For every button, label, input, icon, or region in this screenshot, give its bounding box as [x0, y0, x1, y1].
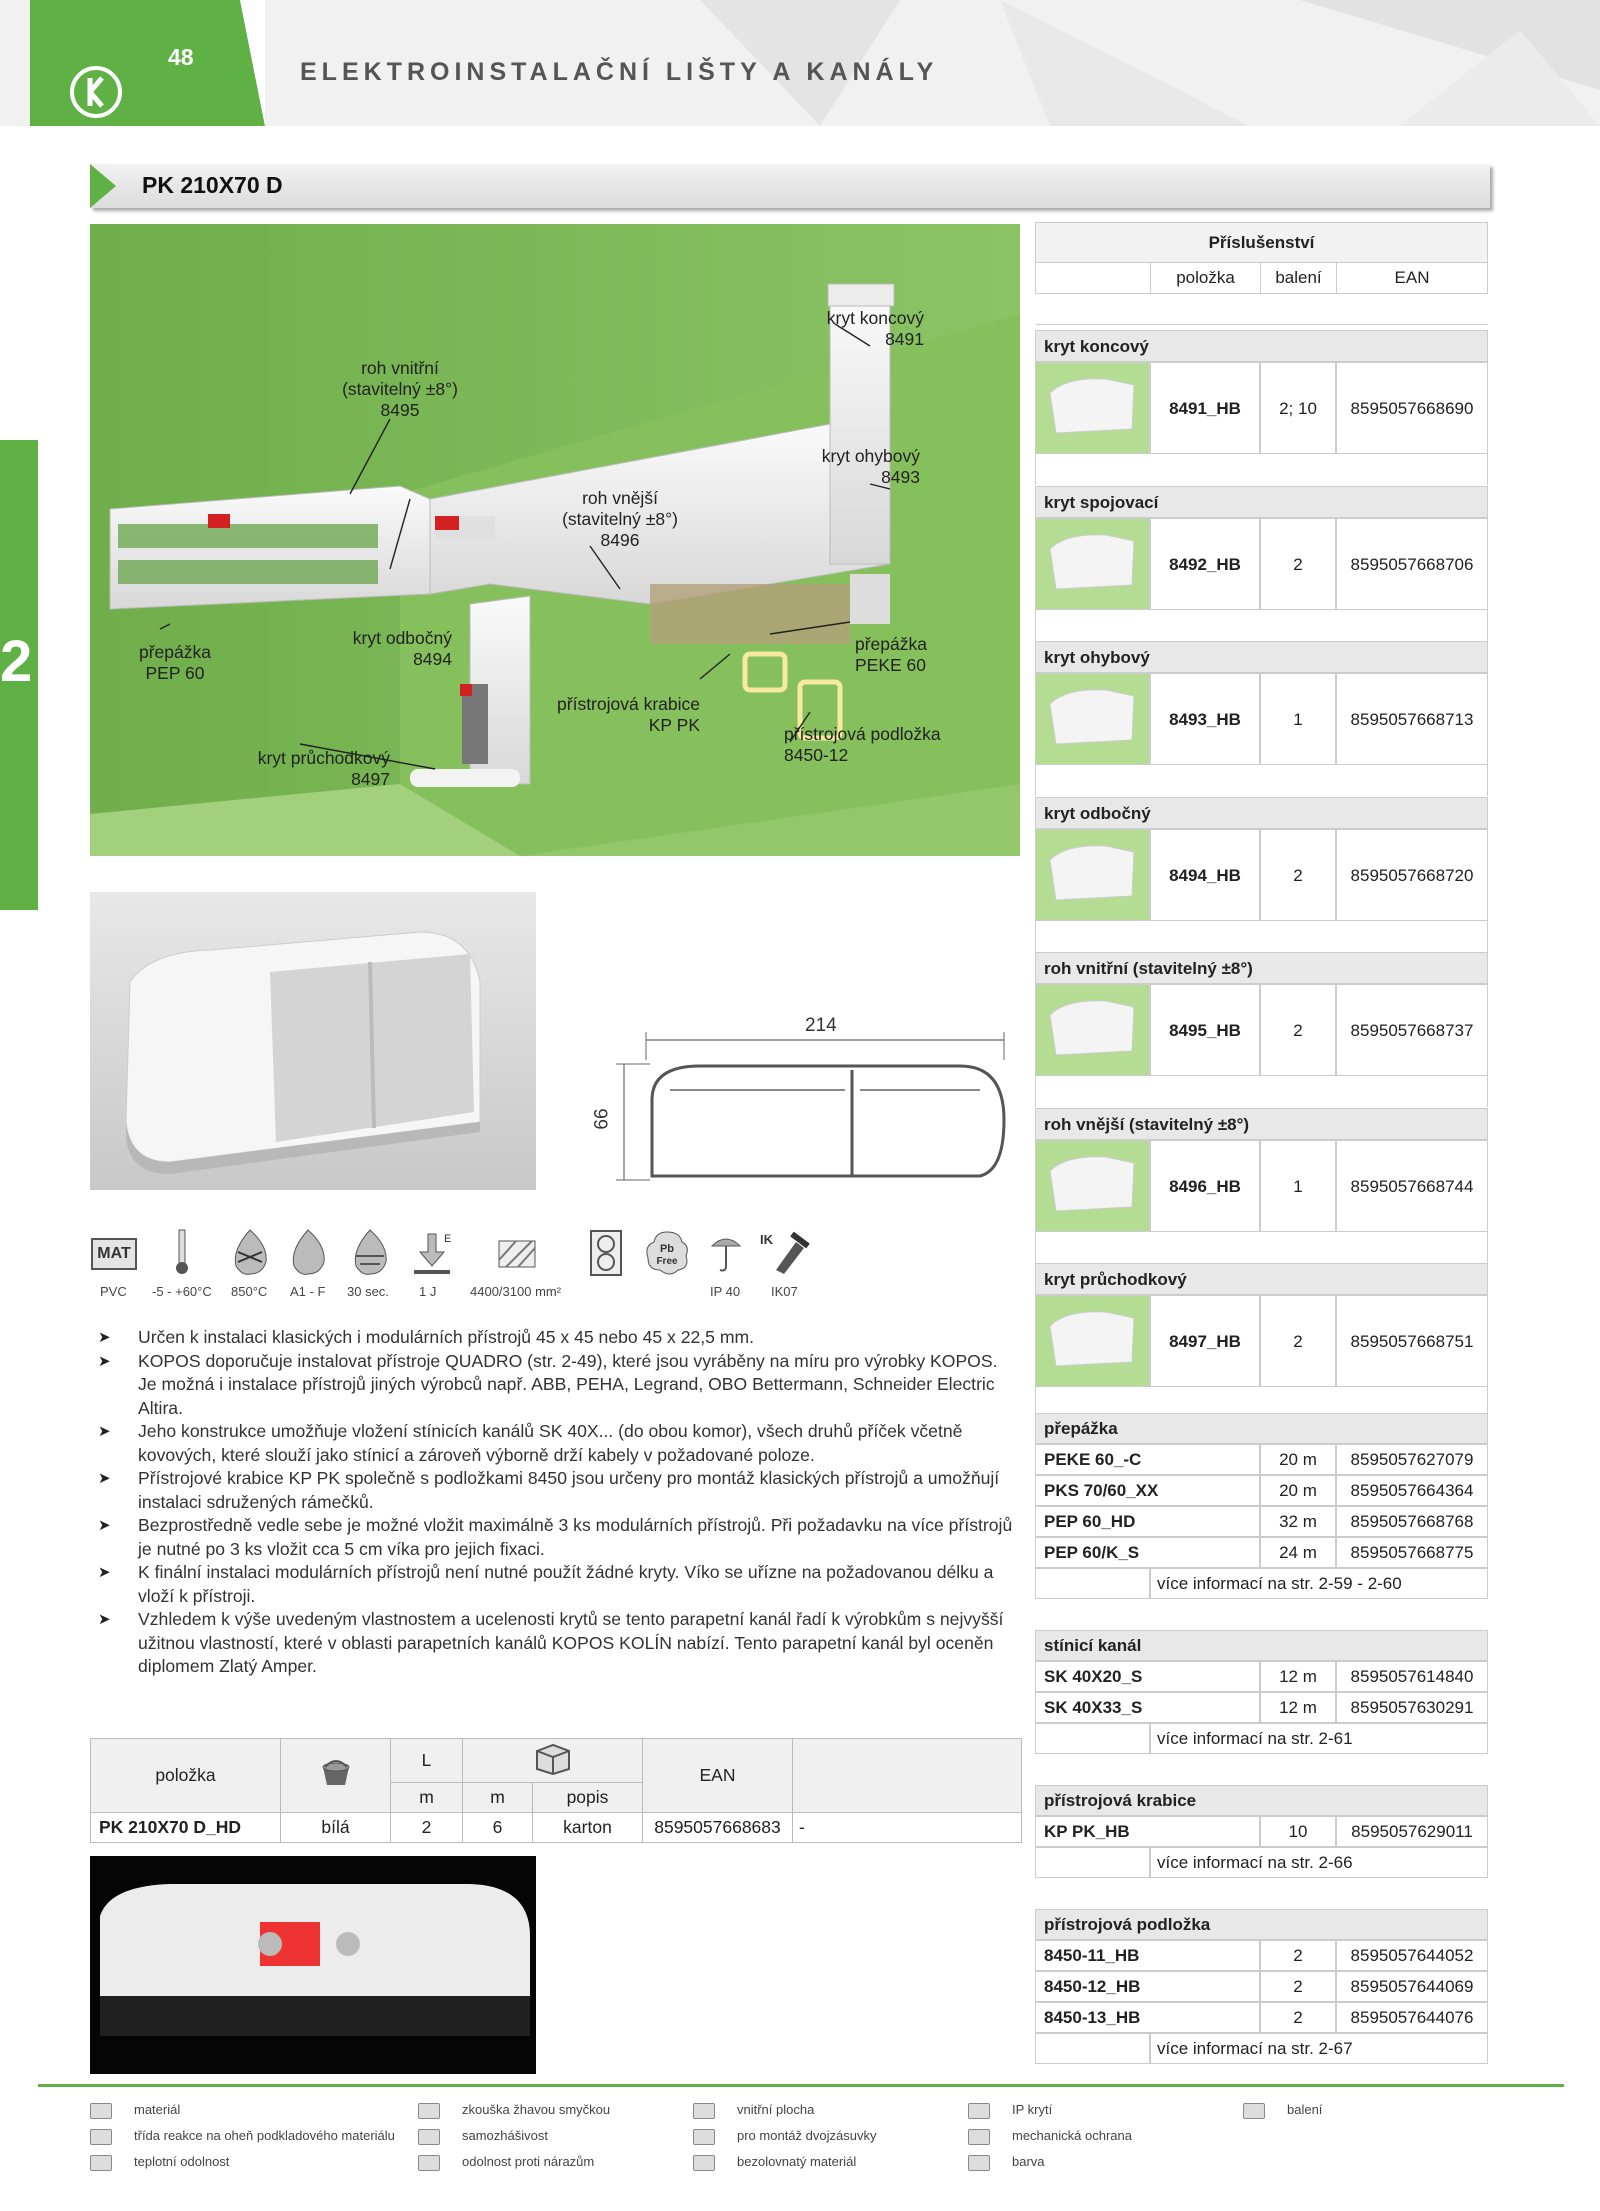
- item-pack: 12 m: [1260, 1692, 1336, 1723]
- accessory-pack: 2: [1260, 518, 1336, 610]
- item-ean: 8595057644069: [1336, 1971, 1488, 2002]
- col-pack: balení: [1261, 263, 1337, 294]
- callout-outer-corner: roh vnější (stavitelný ±8°) 8496: [562, 488, 678, 550]
- group-title: kryt odbočný: [1035, 797, 1488, 829]
- pb-free-icon: [693, 2155, 715, 2171]
- item-code: 8450-11_HB: [1035, 1940, 1260, 1971]
- accessory-group: [1035, 330, 1488, 485]
- accessory-pack: 2: [1260, 1295, 1336, 1387]
- item-ean: 8595057630291: [1336, 1692, 1488, 1723]
- col-item: položka: [91, 1739, 281, 1813]
- legend-label: vnitřní plocha: [737, 2102, 815, 2117]
- col-item: položka: [1151, 263, 1261, 294]
- side-tab-number: 2: [0, 629, 33, 694]
- accessory-image: [1035, 362, 1150, 454]
- accessory-ean: 8595057668720: [1336, 829, 1488, 921]
- accessory-group: [1035, 641, 1488, 796]
- accessory-ean: 8595057668737: [1336, 984, 1488, 1076]
- ip-icon: [968, 2103, 990, 2119]
- legend-label: odolnost proti nárazům: [462, 2154, 595, 2169]
- mat-icon: MAT: [91, 1238, 137, 1270]
- section-arrow-icon: [90, 164, 116, 208]
- prop-label-glow-wire: 850°C: [231, 1284, 268, 1299]
- group-title: přístrojová podložka: [1035, 1909, 1488, 1940]
- prop-label-ik: IK07: [771, 1284, 798, 1299]
- cell-popis: karton: [533, 1813, 643, 1843]
- accessories-table: [1035, 222, 1488, 325]
- col-extra: [793, 1739, 1022, 1813]
- item-ean: 8595057664364: [1336, 1475, 1488, 1506]
- self-extinguish-icon: [418, 2129, 440, 2145]
- thermometer-icon: [170, 1228, 194, 1276]
- installed-device-photo: [90, 1856, 536, 2074]
- flame-icon: [286, 1228, 330, 1276]
- accessory-group: [1035, 486, 1488, 641]
- package-icon: [533, 1741, 573, 1775]
- accessory-group: [1035, 1263, 1488, 1418]
- item-code: PKS 70/60_XX: [1035, 1475, 1260, 1506]
- list-item: ➤ Vzhledem k výše uvedeným vlastnostem a ucelenosti krytů se tento parapetní kanál řadí k výrobkům s nejvyšší užitnou vlastností, které v oblasti parapetních kanálů KOPOS KOLÍN nabízí. Tento parapetní kanál byl oceněn diplomem Zlatý Amper.: [98, 1608, 1018, 1679]
- item-pack: 32 m: [1260, 1506, 1336, 1537]
- thermometer-icon: [90, 2155, 112, 2171]
- group-title: kryt koncový: [1035, 330, 1488, 362]
- list-item: ➤ K finální instalaci modulárních přístrojů není nutné použít žádné kryty. Víko se uřízne na požadovanou délku a vloží k přístroji.: [98, 1561, 1018, 1608]
- group-title: roh vnější (stavitelný ±8°): [1035, 1108, 1488, 1140]
- legend-label: pro montáž dvojzásuvky: [737, 2128, 877, 2143]
- accessory-pack: 1: [1260, 1140, 1336, 1232]
- accessory-ean: 8595057668744: [1336, 1140, 1488, 1232]
- list-item: [1035, 1444, 1488, 1475]
- list-item: [1035, 1816, 1488, 1847]
- legend-item: [418, 2152, 594, 2172]
- item-code: 8450-12_HB: [1035, 1971, 1260, 2002]
- legend-item: [90, 2100, 180, 2120]
- ik-icon: [758, 1230, 810, 1276]
- color-icon: [968, 2155, 990, 2171]
- legend-label: balení: [1287, 2102, 1323, 2117]
- legend-item: [693, 2126, 876, 2146]
- page-number: 48: [168, 44, 194, 70]
- col-package: [463, 1739, 643, 1783]
- accessory-image: [1035, 1140, 1150, 1232]
- accessory-image: [1035, 673, 1150, 765]
- list-item: ➤ Jeho konstrukce umožňuje vložení stínicích kanálů SK 40X... (do obou komor), všech druhů příček včetně kovových, které slouží jako stínicí a zároveň výborně drží kabely v požadované poloze.: [98, 1420, 1018, 1467]
- pb-free-icon: [644, 1230, 690, 1276]
- callout-inner-corner: roh vnitřní (stavitelný ±8°) 8495: [342, 358, 458, 420]
- accessory-image: [1035, 984, 1150, 1076]
- double-socket-icon: [693, 2129, 715, 2145]
- accessory-pack: 2: [1260, 984, 1336, 1076]
- svg-text:Pb: Pb: [659, 1243, 675, 1255]
- item-ean: 8595057668768: [1336, 1506, 1488, 1537]
- accessory-ean: 8595057668690: [1336, 362, 1488, 454]
- legend-item: [90, 2152, 229, 2172]
- item-pack: 10: [1260, 1816, 1336, 1847]
- legend-label: zkouška žhavou smyčkou: [462, 2102, 611, 2117]
- list-item: ➤ Přístrojové krabice KP PK společně s podložkami 8450 jsou určeny pro montáž klasických přístrojů a umožňují instalaci sdružených rámečků.: [98, 1467, 1018, 1514]
- group-title: kryt spojovací: [1035, 486, 1488, 518]
- group-title: stínicí kanál: [1035, 1630, 1488, 1661]
- item-pack: 20 m: [1260, 1475, 1336, 1506]
- impact-icon: [412, 1232, 452, 1276]
- legend-item: [968, 2152, 1045, 2172]
- item-code: PEP 60_HD: [1035, 1506, 1260, 1537]
- legend-item: [693, 2100, 814, 2120]
- list-item: [1035, 1692, 1488, 1723]
- installation-photo: [90, 224, 1020, 856]
- cell-ean: 8595057668683: [643, 1813, 793, 1843]
- accessory-code: 8491_HB: [1150, 362, 1260, 454]
- legend-label: samozhášivost: [462, 2128, 548, 2143]
- item-ean: 8595057668775: [1336, 1537, 1488, 1568]
- inner-area-icon: [693, 2103, 715, 2119]
- item-ean: 8595057627079: [1336, 1444, 1488, 1475]
- svg-text:IK: IK: [760, 1232, 773, 1247]
- svg-text:Free: Free: [656, 1256, 678, 1267]
- product-photo: [90, 892, 536, 1190]
- ip-icon: [708, 1232, 744, 1276]
- accessory-code: 8493_HB: [1150, 673, 1260, 765]
- list-item: ➤ Určen k instalaci klasických i modulárních přístrojů 45 x 45 nebo 45 x 22,5 mm.: [98, 1326, 1018, 1350]
- list-item: [1035, 1940, 1488, 1971]
- dimension-width: 214: [805, 1015, 837, 1036]
- prop-label-temperature: -5 - +60°C: [152, 1284, 212, 1299]
- accessory-image: [1035, 1295, 1150, 1387]
- callout-device-box: přístrojová krabice KP PK: [557, 694, 700, 735]
- svg-text:E: E: [444, 1233, 452, 1245]
- col-L: L: [391, 1739, 463, 1783]
- more-info: více informací na str. 2-61: [1150, 1723, 1488, 1754]
- kopos-logo-icon: [68, 64, 124, 120]
- col-ean: EAN: [643, 1739, 793, 1813]
- flame-icon: [90, 2129, 112, 2145]
- group-title: roh vnitřní (stavitelný ±8°): [1035, 952, 1488, 984]
- accessories-title: Příslušenství: [1036, 223, 1488, 263]
- accessory-group: [1035, 1108, 1488, 1263]
- section-title: PK 210X70 D: [142, 172, 283, 198]
- feature-list: [98, 1326, 1018, 1679]
- group-title: přepážka: [1035, 1413, 1488, 1444]
- prop-label-material: PVC: [100, 1284, 127, 1299]
- mat-icon: [90, 2103, 112, 2119]
- item-code: 8450-13_HB: [1035, 2002, 1260, 2033]
- callout-device-pad: přístrojová podložka 8450-12: [784, 724, 941, 765]
- group-title: přístrojová krabice: [1035, 1785, 1488, 1816]
- legend-item: [418, 2126, 548, 2146]
- col-ean: EAN: [1337, 263, 1488, 294]
- item-pack: 2: [1260, 1940, 1336, 1971]
- legend-label: mechanická ochrana: [1012, 2128, 1132, 2143]
- cell-L: 2: [391, 1813, 463, 1843]
- item-ean: 8595057644052: [1336, 1940, 1488, 1971]
- impact-icon: [418, 2155, 440, 2171]
- double-socket-icon: [590, 1230, 622, 1276]
- list-item: [1035, 1475, 1488, 1506]
- col-popis: popis: [533, 1783, 643, 1813]
- cell-extra: -: [793, 1813, 1022, 1843]
- callout-gland-cover: kryt průchodkový 8497: [257, 748, 390, 789]
- legend-item: [1243, 2100, 1322, 2120]
- callout-end-cover: kryt koncový 8491: [826, 308, 924, 349]
- list-item: ➤ Bezprostředně vedle sebe je možné vložit maximálně 3 ks modulárních přístrojů. Při požadavku na více přístrojů je nutné po 3 ks vložit cca 5 cm víka pro jejich fixaci.: [98, 1514, 1018, 1561]
- paint-bucket-icon: [319, 1759, 353, 1787]
- legend-item: [968, 2126, 1132, 2146]
- callout-partition-peke: přepážka PEKE 60: [855, 634, 927, 675]
- prop-label-ip: IP 40: [710, 1284, 741, 1299]
- item-code: KP PK_HB: [1035, 1816, 1260, 1847]
- col-qty-unit: m: [463, 1783, 533, 1813]
- col-color: [281, 1739, 391, 1813]
- dimension-height: 66: [591, 1108, 613, 1130]
- prop-label-fire-class: A1 - F: [290, 1284, 326, 1299]
- list-item: ➤ KOPOS doporučuje instalovat přístroje QUADRO (str. 2-49), které jsou vyráběny na míru pro výrobky KOPOS. Je možná i instalace přístrojů jiných výrobců např. ABB, PEHA, Legrand, OBO Bettermann, Schneider Electric Altira.: [98, 1350, 1018, 1421]
- accessory-ean: 8595057668751: [1336, 1295, 1488, 1387]
- package-icon: [1243, 2103, 1265, 2119]
- product-table: [90, 1738, 1022, 1843]
- callout-tee-cover: kryt odbočný 8494: [352, 628, 452, 669]
- prop-label-inner-area: 4400/3100 mm²: [470, 1284, 562, 1299]
- table-row: [91, 1813, 1022, 1843]
- item-code: SK 40X33_S: [1035, 1692, 1260, 1723]
- accessory-ean: 8595057668706: [1336, 518, 1488, 610]
- item-pack: 2: [1260, 1971, 1336, 2002]
- glow-wire-icon: [418, 2103, 440, 2119]
- ik-icon: [968, 2129, 990, 2145]
- accessory-ean: 8595057668713: [1336, 673, 1488, 765]
- footer-divider: [38, 2084, 1564, 2087]
- more-info: více informací na str. 2-67: [1150, 2033, 1488, 2064]
- inner-area-icon: [498, 1240, 536, 1268]
- item-pack: 24 m: [1260, 1537, 1336, 1568]
- accessory-group: [1035, 952, 1488, 1107]
- item-code: PEP 60/K_S: [1035, 1537, 1260, 1568]
- legend-item: [418, 2100, 610, 2120]
- item-code: SK 40X20_S: [1035, 1661, 1260, 1692]
- callout-bend-cover: kryt ohybový 8493: [821, 446, 920, 487]
- list-item: [1035, 1537, 1488, 1568]
- list-item: [1035, 2002, 1488, 2033]
- cross-section-drawing: [590, 1010, 1010, 1190]
- item-ean: 8595057629011: [1336, 1816, 1488, 1847]
- section-bar: [90, 164, 1490, 208]
- accessory-group: [1035, 797, 1488, 952]
- accessory-image: [1035, 518, 1150, 610]
- list-item: [1035, 1506, 1488, 1537]
- item-pack: 12 m: [1260, 1661, 1336, 1692]
- accessory-pack: 2: [1260, 829, 1336, 921]
- accessory-code: 8494_HB: [1150, 829, 1260, 921]
- glow-wire-icon: [228, 1228, 272, 1276]
- accessory-code: 8495_HB: [1150, 984, 1260, 1076]
- accessory-code: 8492_HB: [1150, 518, 1260, 610]
- group-title: kryt průchodkový: [1035, 1263, 1488, 1295]
- page-title: ELEKTROINSTALAČNÍ LIŠTY A KANÁLY: [300, 58, 939, 86]
- prop-label-impact: 1 J: [419, 1284, 437, 1299]
- legend-item: [90, 2126, 395, 2146]
- accessory-code: 8496_HB: [1150, 1140, 1260, 1232]
- legend-item: [693, 2152, 856, 2172]
- item-pack: 2: [1260, 2002, 1336, 2033]
- cell-color: bílá: [281, 1813, 391, 1843]
- legend-label: bezolovnatý materiál: [737, 2154, 857, 2169]
- accessory-image: [1035, 829, 1150, 921]
- accessory-code: 8497_HB: [1150, 1295, 1260, 1387]
- item-pack: 20 m: [1260, 1444, 1336, 1475]
- accessory-pack: 2; 10: [1260, 362, 1336, 454]
- legend-label: třída reakce na oheň podkladového materiálu: [134, 2128, 395, 2143]
- item-ean: 8595057614840: [1336, 1661, 1488, 1692]
- more-info: více informací na str. 2-59 - 2-60: [1150, 1568, 1488, 1599]
- group-title: kryt ohybový: [1035, 641, 1488, 673]
- legend-label: barva: [1012, 2154, 1045, 2169]
- accessory-pack: 1: [1260, 673, 1336, 765]
- cell-qty: 6: [463, 1813, 533, 1843]
- callout-partition-pep: přepážka PEP 60: [139, 642, 211, 683]
- more-info: více informací na str. 2-66: [1150, 1847, 1488, 1878]
- legend-label: materiál: [134, 2102, 181, 2117]
- list-item: [1035, 1971, 1488, 2002]
- list-item: [1035, 1661, 1488, 1692]
- legend-label: teplotní odolnost: [134, 2154, 230, 2169]
- legend-label: IP krytí: [1012, 2102, 1053, 2117]
- legend-item: [968, 2100, 1052, 2120]
- item-ean: 8595057644076: [1336, 2002, 1488, 2033]
- cell-item: PK 210X70 D_HD: [91, 1813, 281, 1843]
- prop-label-self-extinguish: 30 sec.: [347, 1284, 389, 1299]
- item-code: PEKE 60_-C: [1035, 1444, 1260, 1475]
- col-L-unit: m: [391, 1783, 463, 1813]
- self-extinguish-icon: [348, 1228, 392, 1276]
